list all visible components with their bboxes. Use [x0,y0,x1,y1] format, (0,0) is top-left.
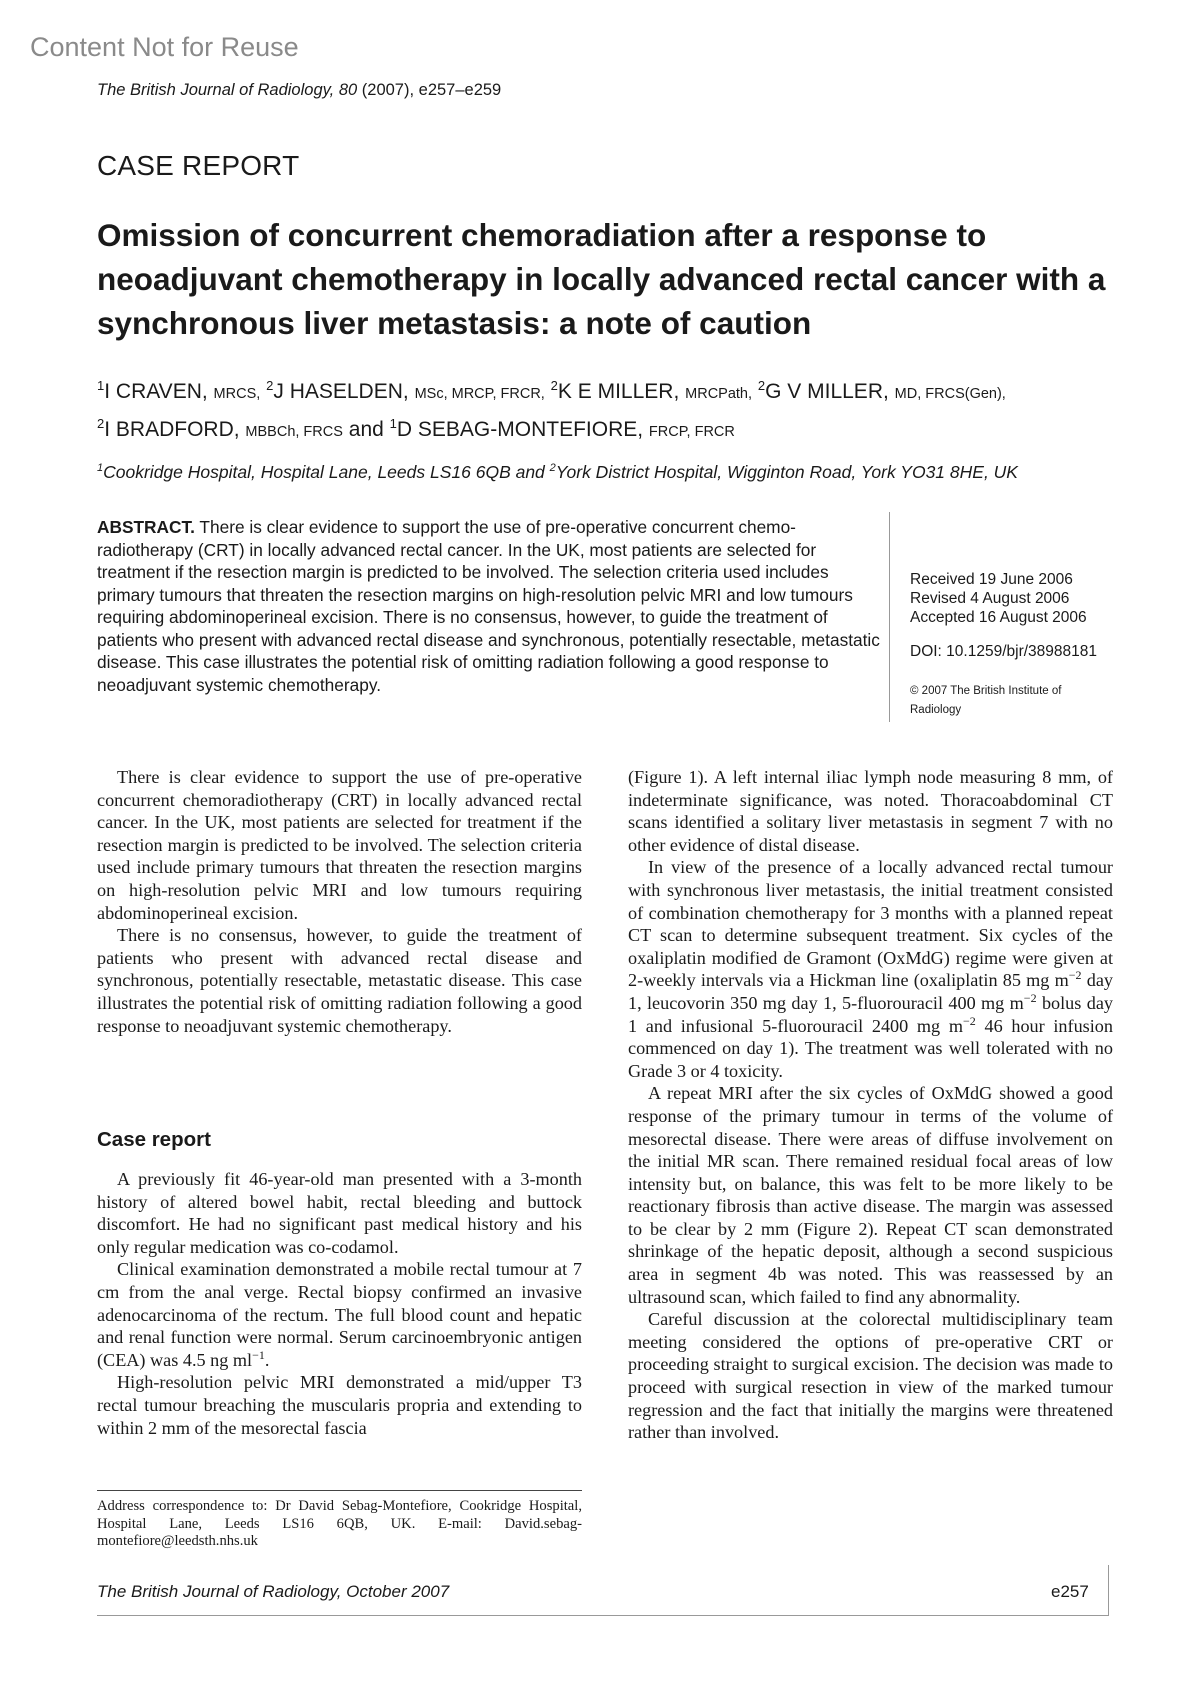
correspondence-footnote: Address correspondence to: Dr David Sebag-Montefiore, Cookridge Hospital, Hospital Lane, Leeds LS16 6QB, UK. E-mail: David.sebag-montefiore@leedsth.nhs.uk [97,1498,582,1549]
author-list [97,371,1137,447]
abstract-label: ABSTRACT. [97,517,195,537]
doi[interactable]: DOI: 10.1259/bjr/38988181 [910,643,1097,660]
author: $^1$I CRAVEN, MRCS, [97,378,261,403]
accepted-date: Accepted 16 August 2006 [910,609,1087,626]
intro-paragraph: There is clear evidence to support the use of pre-operative concurrent chemoradiotherapy (CRT) in locally advanced rectal cancer. In the UK, most patients are selected for treatment if the resection margin is predicted to be involved. The selection criteria used include primary tumours that threaten the resection margins on high-resolution pelvic MRI and low tumours requiring abdominoperineal excision. [97,767,582,923]
body-paragraph: In view of the presence of a locally advanced rectal tumour with synchronous liver metastasis, the initial treatment consisted of combination chemotherapy for 3 months with a planned repeat CT scan to determine subsequent treatment. Six cycles of the oxaliplatin modified de Gramont (OxMdG) regime were given at 2-weekly intervals via a Hickman line (oxaliplatin 85 mg $m^{-2}$ day 1, leucovorin 350 mg day 1, 5-fluorouracil 400 mg $m^{-2}$ bolus day 1 and infusional 5-fluorouracil 2400 mg $m^{-2}$ 46 hour infusion commenced on day 1). The treatment was well tolerated with no Grade 3 or 4 toxicity. [628,857,1113,1081]
author: $^1$D SEBAG-MONTEFIORE, FRCP, FRCR [389,416,735,441]
received-date: Received 19 June 2006 [910,571,1073,588]
author: $^2$G V MILLER, MD, FRCS(Gen), [757,378,1006,403]
case-report-text [97,1168,582,1439]
right-column-text [628,766,1113,1444]
journal-header [97,81,501,100]
watermark: Content Not for Reuse [30,32,299,62]
body-paragraph: High-resolution pelvic MRI demonstrated a mid/upper T3 rectal tumour breaching the muscularis propria and extending to within 2 mm of the mesorectal fascia [97,1372,582,1438]
copyright: © 2007 The British Institute of Radiology [910,685,1062,716]
article-title: Omission of concurrent chemoradiation after a response to neoadjuvant chemotherapy in locally advanced rectal cancer with a synchronous liver metastasis: a note of caution [97,217,1106,341]
footer-rule [97,1615,1109,1616]
revised-date: Revised 4 August 2006 [910,590,1070,607]
case-report-heading: Case report [97,1128,211,1151]
article-dates [910,570,1087,627]
body-paragraph: (Figure 1). A left internal iliac lymph node measuring 8 mm, of indeterminate significance, was noted. Thoracoabdominal CT scans identified a solitary liver metastasis in segment 7 with no other evidence of distal disease. [628,767,1113,855]
body-paragraph: Clinical examination demonstrated a mobile rectal tumour at 7 cm from the anal verge. Rectal biopsy confirmed an invasive adenocarcinoma of the rectum. The full blood count and hepatic and renal function were normal. Serum carcinoembryonic antigen (CEA) was 4.5 ng $ml^{-1}$. [97,1259,582,1370]
footer-journal: The British Journal of Radiology, October 2007 [97,1582,450,1601]
body-paragraph: A previously fit 46-year-old man presented with a 3-month history of altered bowel habit, rectal bleeding and buttock discomfort. He had no significant past medical history and his only regular medication was co-codamol. [97,1169,582,1257]
section-label: CASE REPORT [97,150,300,181]
abstract [97,516,880,696]
body-paragraph: A repeat MRI after the six cycles of OxMdG showed a good response of the primary tumour in terms of the volume of mesorectal disease. There were areas of diffuse involvement on the initial MR scan. There remained residual focal areas of low intensity but, on balance, this was felt to be more likely to be reactionary fibrosis than active disease. The margin was assessed to be clear by 2 mm (Figure 2). Repeat CT scan demonstrated shrinkage of the hepatic deposit, although a second suspicious area in segment 4b was noted. This was reassessed by an ultrasound scan, which failed to find any abnormality. [628,1083,1113,1307]
footnote-rule [97,1490,582,1491]
journal-name: The British Journal of Radiology, [97,81,335,99]
authors-and: and [348,418,384,441]
author: $^2$K E MILLER, MRCPath, [550,378,753,403]
abstract-text: There is clear evidence to support the use of pre-operative concurrent chemo-radiotherapy (CRT) in locally advanced rectal cancer. In the UK, most patients are selected for treatment if the resection margin is predicted to be involved. The selection criteria used includes primary tumours that threaten the resection margins on high-resolution pelvic MRI and low tumours requiring abdominoperineal excision. There is no consensus, however, to guide the treatment of patients who present with advanced rectal disease and synchronous, potentially resectable, metastatic disease. This case illustrates the potential risk of omitting radiation following a good response to neoadjuvant systemic chemotherapy. [97,517,880,695]
abstract-divider [889,512,890,722]
author: $^2$I BRADFORD, MBBCh, FRCS [97,416,343,441]
affiliations: $^1$Cookridge Hospital, Hospital Lane, Leeds LS16 6QB and $^2$York District Hospital, Wigginton Road, York YO31 8HE, UK [97,462,1018,482]
author: $^2$J HASELDEN, MSc, MRCP, FRCR, [266,378,545,403]
page-number: e257 [1051,1582,1089,1601]
intro-paragraph: There is no consensus, however, to guide the treatment of patients who present with advanced rectal disease and synchronous, potentially resectable, metastatic disease. This case illustrates the potential risk of omitting radiation following a good response to neoadjuvant systemic chemotherapy. [97,925,582,1036]
intro-text [97,766,582,1037]
journal-year-pages: (2007), e257–e259 [361,81,502,99]
footer-corner-rule [1108,1565,1109,1616]
body-paragraph: Careful discussion at the colorectal multidisciplinary team meeting considered the options of pre-operative CRT or proceeding straight to surgical excision. The decision was made to proceed with surgical resection in view of the marked tumour regression and the fact that initially the margins were threatened rather than involved. [628,1309,1113,1443]
journal-volume: 80 [338,81,358,99]
